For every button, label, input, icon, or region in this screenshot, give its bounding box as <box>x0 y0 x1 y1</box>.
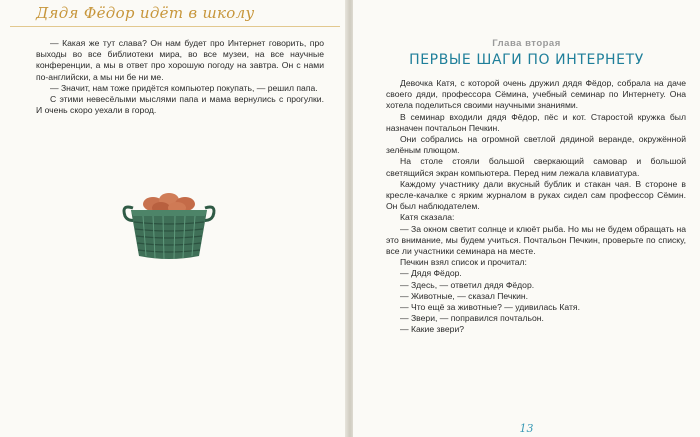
paragraph: — Звери, — поправился почтальон. <box>400 313 544 324</box>
basket-illustration <box>119 186 219 260</box>
left-page <box>0 0 347 437</box>
paragraph: Каждому участнику дали вкусный бублик и стакан чая. В стороне в кресле-качалке с ярким журналом в руках сидел сам профессор Сёмин. Он был наблюдателем. <box>386 178 686 212</box>
paragraph: В семинар входили дядя Фёдор, пёс и кот. Старостой кружка был назначен почтальон Печкин. <box>386 111 686 133</box>
paragraph: Печкин взял список и прочитал: <box>400 257 527 268</box>
running-head-rule <box>10 26 340 27</box>
paragraph: Они собрались на огромной светлой дядиной веранде, окружённой зелёным плющом. <box>386 134 686 156</box>
paragraph: Катя сказала: <box>400 212 455 223</box>
paragraph: — Животные, — сказал Печкин. <box>400 290 529 301</box>
running-head: Дядя Фёдор идёт в школу <box>36 4 255 22</box>
paragraph: — Дядя Фёдор. <box>400 268 462 279</box>
chapter-title: ПЕРВЫЕ ШАГИ ПО ИНТЕРНЕТУ <box>409 52 644 68</box>
paragraph: — Значит, нам тоже придётся компьютер покупать, — решил папа. <box>50 82 318 93</box>
paragraph: — За окном светит солнце и клюёт рыба. Но мы не будем обращать на это внимание, мы будем учиться. Почтальон Печкин, проверьте по списку, все ли участники семинара на месте. <box>386 223 686 257</box>
paragraph: — Какие звери? <box>400 324 465 335</box>
right-page-text <box>386 78 686 336</box>
left-page-text <box>36 38 324 116</box>
right-page <box>353 0 700 437</box>
paragraph: На столе стояли большой сверкающий самовар и большой светящийся экран компьютера. Перед ним лежала клавиатура. <box>386 156 686 178</box>
paragraph: — Какая же тут слава? Он нам будет про Интернет говорить, про выходы во все библиотеки мира, во все музеи, на все научные конференции, а мы в ответ про хорошую погоду на завтра. Он с нами по-английски, а мы ни бе ни ме. <box>36 38 324 82</box>
paragraph: — Здесь, — ответил дядя Фёдор. <box>400 279 535 290</box>
paragraph: С этими невесёлыми мыслями папа и мама вернулись с прогулки. И очень скоро уехали в город. <box>36 94 324 116</box>
page-number: 13 <box>519 422 534 435</box>
paragraph: Девочка Катя, с которой очень дружил дядя Фёдор, собрала на даче своего дяди, профессора Сёмина, учебный семинар по Интернету. Она хотела поделиться своими научными знаниями. <box>386 78 686 111</box>
chapter-label: Глава вторая <box>492 38 561 49</box>
paragraph: — Что ещё за животные? — удивилась Катя. <box>400 302 580 313</box>
